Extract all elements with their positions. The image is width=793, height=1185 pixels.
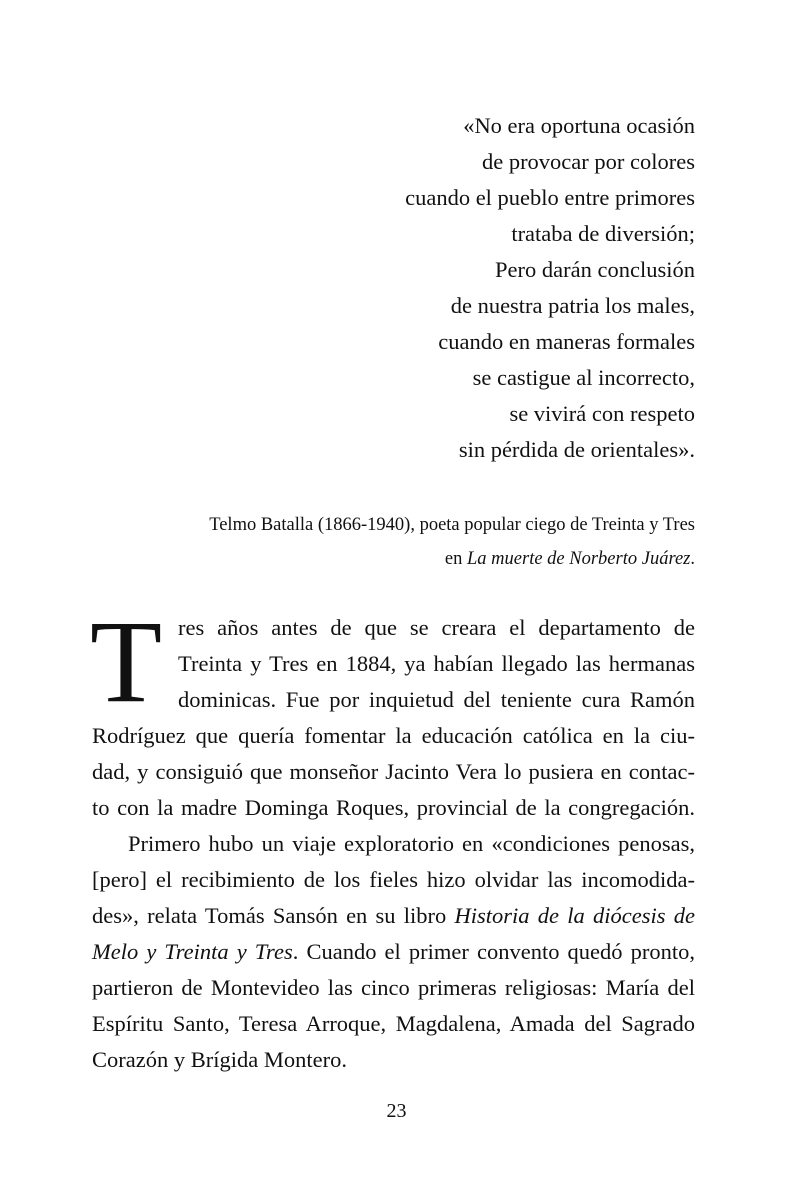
paragraph-line: Rodríguez que quería fomentar la educación católica en la ciu- [92,723,695,748]
poem-line: de provocar por colores [481,149,695,174]
epigraph-attribution [209,508,695,576]
poem-line: se castigue al incorrecto, [472,365,695,390]
paragraph-line: Corazón y Brígida Montero. [92,1047,347,1072]
attribution-author-line: Telmo Batalla (1866-1940), poeta popular ciego de Treinta y Tres [209,515,695,535]
paragraph-line [92,898,695,934]
attribution-prefix: en [444,549,468,569]
paragraph-line: Primero hubo un viaje exploratorio en «condiciones penosas, [128,831,695,856]
poem-line: Pero darán conclusión [495,257,695,282]
text-run: des», relata Tomás Sansón en su libro [92,903,455,928]
attribution-source-line [209,542,695,576]
paragraph-line: Treinta y Tres en 1884, ya habían llegado las hermanas [178,651,695,676]
book-title: Historia de la diócesis de [454,903,696,928]
page-number: 23 [386,1100,407,1122]
paragraph-line: Espíritu Santo, Teresa Arroque, Magdalena, Amada del Sagrado [92,1011,695,1036]
text-run: . Cuando el primer convento quedó pronto, [292,939,695,964]
poem-line: cuando en maneras formales [438,329,695,354]
poem-line: «No era oportuna ocasión [463,113,695,138]
book-title-continued: Melo y Treinta y Tres [92,939,293,964]
paragraph-1 [90,596,695,826]
paragraph-line: [pero] el recibimiento de los fieles hizo olvidar las incomodida- [92,867,695,892]
paragraph-line: to con la madre Dominga Roques, provincial de la congregación. [92,795,695,820]
paragraph-line [92,934,695,970]
drop-cap: T [90,596,163,727]
attribution-suffix: . [690,549,695,569]
paragraph-2 [92,826,695,1078]
paragraph-line: dad, y consiguió que monseñor Jacinto Vera lo pusiera en contac- [92,759,695,784]
epigraph-poem [405,108,695,468]
poem-line: de nuestra patria los males, [450,293,695,318]
poem-line: sin pérdida de orientales». [458,437,695,462]
paragraph-line: res años antes de que se creara el departamento de [178,615,695,640]
paragraph-line: partieron de Montevideo las cinco primeras religiosas: María del [92,975,695,1000]
poem-line: trataba de diversión; [511,221,695,246]
paragraph-line: dominicas. Fue por inquietud del teniente cura Ramón [178,687,695,712]
poem-line: cuando el pueblo entre primores [405,185,695,210]
attribution-work-title: La muerte de Norberto Juárez [467,549,691,569]
body-text [90,596,696,1078]
poem-line: se vivirá con respeto [509,401,695,426]
